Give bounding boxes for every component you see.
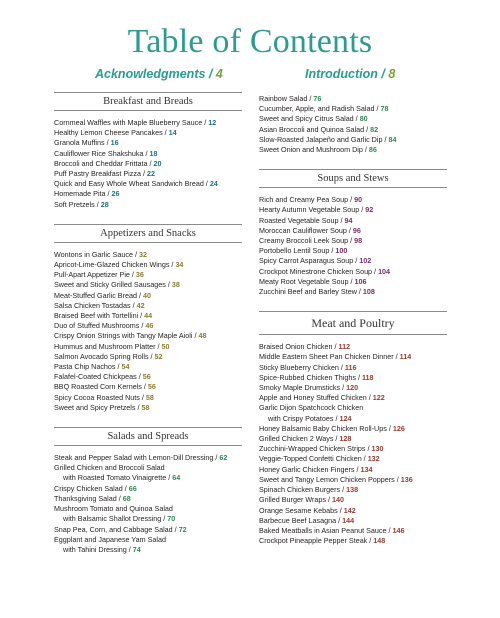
recipe-name: Sweet Onion and Mushroom Dip / xyxy=(259,145,369,155)
toc-entry[interactable] xyxy=(54,118,242,128)
toc-entry[interactable] xyxy=(54,189,242,199)
page-number: 20 xyxy=(153,158,162,168)
recipe-name: Spinach Chicken Burgers / xyxy=(259,485,347,495)
toc-entry[interactable] xyxy=(259,236,447,246)
recipe-name: Pull-Apart Appetizer Pie / xyxy=(54,270,136,280)
recipe-name: Snap Pea, Corn, and Cabbage Salad / xyxy=(54,524,179,534)
toc-entry[interactable] xyxy=(54,525,242,535)
recipe-name: Grilled Chicken and Broccoli Salad xyxy=(54,463,165,473)
section-heading-meat: Meat and Poultry xyxy=(259,311,447,335)
recipe-name: Apple and Honey Stuffed Chicken / xyxy=(259,393,373,403)
recipe-name: Homemade Pita / xyxy=(54,189,112,199)
recipe-name: Rainbow Salad / xyxy=(259,94,314,103)
toc-entry[interactable] xyxy=(259,135,447,145)
recipe-name-continued xyxy=(259,414,447,424)
page-number: 138 xyxy=(346,485,359,495)
toc-entry[interactable] xyxy=(259,465,447,475)
page-number: 114 xyxy=(399,352,412,362)
section-breakfast xyxy=(54,92,242,210)
section-heading-salads: Salads and Spreads xyxy=(54,427,242,446)
toc-entry[interactable] xyxy=(54,280,242,290)
page-number: 102 xyxy=(359,256,372,266)
page-number: 28 xyxy=(100,199,109,209)
recipe-name: Pasta Chip Nachos / xyxy=(54,362,122,372)
recipe-name-continued xyxy=(54,473,242,483)
page-number: 84 xyxy=(388,134,397,144)
toc-entry[interactable] xyxy=(259,256,447,266)
recipe-name: Quick and Easy Whole Wheat Sandwich Bread / xyxy=(54,179,210,189)
toc-entry[interactable] xyxy=(54,352,242,362)
page-number: 80 xyxy=(359,114,368,124)
toc-entry[interactable] xyxy=(54,270,242,280)
toc-entry[interactable] xyxy=(259,246,447,256)
toc-entry[interactable] xyxy=(259,495,447,505)
toc-entry[interactable] xyxy=(54,260,242,270)
entries-soups xyxy=(259,195,447,297)
page-number: 126 xyxy=(392,423,405,433)
toc-entry[interactable] xyxy=(259,516,447,526)
recipe-name: Sweet and Spicy Pretzels / xyxy=(54,402,142,412)
toc-entry[interactable] xyxy=(259,125,447,135)
section-heading-breakfast: Breakfast and Breads xyxy=(54,92,242,111)
recipe-name: Honey Balsamic Baby Chicken Roll-Ups / xyxy=(259,423,393,433)
toc-entry[interactable] xyxy=(259,506,447,516)
toc-entry[interactable] xyxy=(259,352,447,362)
page-number: 22 xyxy=(146,169,155,179)
section-soups xyxy=(259,169,447,297)
recipe-name: Falafel-Coated Chickpeas / xyxy=(54,372,143,382)
page-number: 124 xyxy=(339,413,352,423)
page-number: 58 xyxy=(145,392,154,402)
acknowledgments-link[interactable] xyxy=(95,66,223,82)
toc-entry[interactable] xyxy=(259,393,447,403)
page-number: 148 xyxy=(373,536,386,546)
toc-entry[interactable] xyxy=(54,200,242,210)
page-number: 12 xyxy=(208,118,217,127)
toc-entry[interactable] xyxy=(54,169,242,179)
toc-entry[interactable] xyxy=(259,485,447,495)
page-number: 142 xyxy=(343,505,356,515)
recipe-name-continued xyxy=(54,514,242,524)
toc-entry[interactable] xyxy=(259,363,447,373)
toc-entry[interactable] xyxy=(259,104,447,114)
recipe-name: Steak and Pepper Salad with Lemon-Dill Dressing / xyxy=(54,453,220,463)
recipe-name: Mushroom Tomato and Quinoa Salad xyxy=(54,504,173,514)
recipe-name: Garlic Dijon Spatchcock Chicken xyxy=(259,403,364,413)
recipe-name: Granola Muffins / xyxy=(54,138,111,148)
toc-entry[interactable] xyxy=(259,454,447,464)
recipe-name: Cornmeal Waffles with Maple Blueberry Sauce / xyxy=(54,118,209,127)
recipe-name: Soft Pretzels / xyxy=(54,199,101,209)
recipe-name: Grilled Chicken 2 Ways / xyxy=(259,434,340,444)
toc-entry[interactable] xyxy=(259,114,447,124)
recipe-name: Barbecue Beef Lasagna / xyxy=(259,515,343,525)
page-number: 92 xyxy=(365,205,374,215)
toc-entry[interactable] xyxy=(259,195,447,205)
page-number: 70 xyxy=(167,514,176,524)
recipe-name: Crispy Chicken Salad / xyxy=(54,483,129,493)
toc-entry[interactable] xyxy=(259,226,447,236)
toc-entry[interactable] xyxy=(259,434,447,444)
page-number: 86 xyxy=(368,145,377,155)
entries-breakfast xyxy=(54,118,242,210)
page-number: 56 xyxy=(142,372,151,382)
recipe-name: Braised Onion Chicken / xyxy=(259,342,339,352)
recipe-name: Braised Beef with Tortellini / xyxy=(54,311,145,321)
toc-entry[interactable] xyxy=(54,494,242,504)
recipe-name: Sweet and Spicy Citrus Salad / xyxy=(259,114,360,124)
page-number: 18 xyxy=(149,148,158,158)
acknowledgments-label: Acknowledgments / xyxy=(95,67,216,81)
recipe-name: Moroccan Cauliflower Soup / xyxy=(259,225,353,235)
toc-entry[interactable] xyxy=(259,403,447,423)
entries-salads xyxy=(54,453,242,555)
recipe-name-continued xyxy=(54,545,242,555)
page-number: 14 xyxy=(168,128,177,138)
page-number: 90 xyxy=(354,195,363,205)
recipe-name: Middle Eastern Sheet Pan Chicken Dinner / xyxy=(259,352,400,362)
right-column xyxy=(259,92,447,560)
recipe-name-continued-text: with Balsamic Shallot Dressing / xyxy=(63,514,168,524)
page-number: 78 xyxy=(380,104,389,114)
page-number: 112 xyxy=(338,342,351,352)
page-number: 74 xyxy=(132,544,141,554)
toc-entry[interactable] xyxy=(259,216,447,226)
section-salads xyxy=(54,427,242,555)
page-number: 120 xyxy=(346,383,359,393)
recipe-name: Baked Meatballs in Asian Peanut Sauce / xyxy=(259,525,393,535)
section-heading-appetizers: Appetizers and Snacks xyxy=(54,224,242,243)
toc-entry[interactable] xyxy=(54,453,242,463)
page-number: 36 xyxy=(135,270,144,280)
toc-entry[interactable] xyxy=(54,504,242,524)
recipe-name: Sweet and Tangy Lemon Chicken Poppers / xyxy=(259,474,401,484)
recipe-name: Crockpot Minestrone Chicken Soup / xyxy=(259,266,379,276)
recipe-name: Salsa Chicken Tostadas / xyxy=(54,300,137,310)
page-number: 34 xyxy=(175,260,184,270)
toc-entry[interactable] xyxy=(54,342,242,352)
recipe-name: Thanksgiving Salad / xyxy=(54,493,123,503)
toc-entry[interactable] xyxy=(259,424,447,434)
toc-entry[interactable] xyxy=(259,94,447,104)
recipe-name-continued-text: with Crispy Potatoes / xyxy=(268,413,340,423)
toc-entry[interactable] xyxy=(54,301,242,311)
page-number: 64 xyxy=(172,473,181,483)
page-number: 38 xyxy=(171,280,180,290)
page-number: 118 xyxy=(361,372,374,382)
toc-entry[interactable] xyxy=(54,403,242,413)
recipe-name: Sticky Blueberry Chicken / xyxy=(259,362,345,372)
page-number: 66 xyxy=(128,483,137,493)
recipe-name: Spice-Rubbed Chicken Thighs / xyxy=(259,372,362,382)
page-number: 32 xyxy=(138,249,147,259)
entries-salads-continued xyxy=(259,94,447,155)
toc-entry[interactable] xyxy=(259,145,447,155)
page-number: 54 xyxy=(121,362,130,372)
toc-entry[interactable] xyxy=(54,159,242,169)
page-number: 82 xyxy=(370,124,379,134)
recipe-name: Cucumber, Apple, and Radish Salad / xyxy=(259,104,381,114)
page-number: 50 xyxy=(161,341,170,351)
toc-entry[interactable] xyxy=(259,373,447,383)
page-number: 104 xyxy=(378,266,391,276)
toc-entry[interactable] xyxy=(259,526,447,536)
introduction-label: Introduction / xyxy=(305,67,389,81)
recipe-name: Apricot-Lime-Glazed Chicken Wings / xyxy=(54,260,176,270)
left-column xyxy=(54,92,242,569)
page-number: 24 xyxy=(209,179,218,189)
page-number: 62 xyxy=(219,453,228,463)
recipe-name: Portobello Lentil Soup / xyxy=(259,246,336,256)
entries-appetizers xyxy=(54,250,242,413)
recipe-name: Honey Garlic Chicken Fingers / xyxy=(259,464,361,474)
page-number: 56 xyxy=(147,382,156,392)
toc-entry[interactable] xyxy=(54,362,242,372)
recipe-name: Smoky Maple Drumsticks / xyxy=(259,383,347,393)
recipe-name: Duo of Stuffed Mushrooms / xyxy=(54,321,146,331)
recipe-name: Zucchini Beef and Barley Stew / xyxy=(259,287,363,297)
page-number: 44 xyxy=(144,311,153,321)
page-number: 106 xyxy=(354,276,367,286)
page-number: 26 xyxy=(111,189,120,199)
page-number: 140 xyxy=(331,495,344,505)
recipe-name: Puff Pastry Breakfast Pizza / xyxy=(54,169,147,179)
section-appetizers xyxy=(54,224,242,413)
toc-entry[interactable] xyxy=(54,250,242,260)
toc-entry[interactable] xyxy=(54,331,242,341)
page-number: 68 xyxy=(122,493,131,503)
page-number: 134 xyxy=(360,464,373,474)
recipe-name: BBQ Roasted Corn Kernels / xyxy=(54,382,148,392)
toc-entry[interactable] xyxy=(54,291,242,301)
toc-entry[interactable] xyxy=(259,287,447,297)
page-number: 40 xyxy=(142,290,151,300)
section-heading-soups: Soups and Stews xyxy=(259,169,447,188)
recipe-name: Asian Broccoli and Quinoa Salad / xyxy=(259,124,371,134)
page-number: 96 xyxy=(352,225,361,235)
recipe-name: Salmon Avocado Spring Rolls / xyxy=(54,351,155,361)
toc-entry[interactable] xyxy=(259,444,447,454)
recipe-name: Creamy Broccoli Leek Soup / xyxy=(259,236,355,246)
toc-entry[interactable] xyxy=(259,277,447,287)
toc-entry[interactable] xyxy=(54,382,242,392)
page-number: 116 xyxy=(344,362,357,372)
recipe-name: Meaty Root Vegetable Soup / xyxy=(259,276,355,286)
page-number: 16 xyxy=(110,138,119,148)
recipe-name: Crockpot Pineapple Pepper Steak / xyxy=(259,536,374,546)
toc-entry[interactable] xyxy=(54,311,242,321)
page-number: 46 xyxy=(145,321,154,331)
page-number: 132 xyxy=(367,454,380,464)
acknowledgments-page: 4 xyxy=(215,67,223,81)
page-number: 136 xyxy=(400,474,413,484)
page-number: 48 xyxy=(198,331,207,341)
toc-entry[interactable] xyxy=(259,205,447,215)
recipe-name: Broccoli and Cheddar Frittata / xyxy=(54,158,154,168)
section-meat xyxy=(259,311,447,546)
toc-entry[interactable] xyxy=(54,484,242,494)
page-number: 144 xyxy=(342,515,355,525)
section-salads-continued xyxy=(259,94,447,155)
page-number: 76 xyxy=(313,94,322,103)
toc-entry[interactable] xyxy=(54,393,242,403)
page-number: 100 xyxy=(335,246,348,256)
page-number: 128 xyxy=(339,434,352,444)
recipe-name: Healthy Lemon Cheese Pancakes / xyxy=(54,128,169,138)
toc-entry[interactable] xyxy=(259,267,447,277)
toc-entry[interactable] xyxy=(54,179,242,189)
toc-entry[interactable] xyxy=(54,149,242,159)
page-number: 52 xyxy=(154,351,163,361)
recipe-name: Roasted Vegetable Soup / xyxy=(259,215,345,225)
introduction-link[interactable] xyxy=(305,66,395,82)
recipe-name: Grilled Burger Wraps / xyxy=(259,495,332,505)
recipe-name: Hearty Autumn Vegetable Soup / xyxy=(259,205,366,215)
toc-entry[interactable] xyxy=(54,321,242,331)
recipe-name: Crispy Onion Strings with Tangy Maple Aioli / xyxy=(54,331,199,341)
recipe-name: Orange Sesame Kebabs / xyxy=(259,505,344,515)
recipe-name: Wontons in Garlic Sauce / xyxy=(54,249,139,259)
recipe-name: Rich and Creamy Pea Soup / xyxy=(259,195,355,205)
toc-entry[interactable] xyxy=(54,138,242,148)
toc-entry[interactable] xyxy=(259,475,447,485)
page-number: 72 xyxy=(178,524,187,534)
page-number: 94 xyxy=(344,215,353,225)
page-number: 42 xyxy=(136,300,145,310)
recipe-name-continued-text: with Tahini Dressing / xyxy=(63,544,133,554)
recipe-name: Sweet and Sticky Grilled Sausages / xyxy=(54,280,172,290)
page-number: 130 xyxy=(371,444,384,454)
recipe-name: Hummus and Mushroom Platter / xyxy=(54,341,162,351)
page-number: 58 xyxy=(141,402,150,412)
page-number: 146 xyxy=(392,525,405,535)
toc-entry[interactable] xyxy=(259,536,447,546)
recipe-name: Veggie-Topped Confetti Chicken / xyxy=(259,454,368,464)
entries-meat xyxy=(259,342,447,546)
toc-entry[interactable] xyxy=(54,372,242,382)
recipe-name: Spicy Carrot Asparagus Soup / xyxy=(259,256,360,266)
toc-entry[interactable] xyxy=(54,128,242,138)
toc-entry[interactable] xyxy=(54,535,242,555)
page-number: 108 xyxy=(362,287,375,297)
recipe-name: Cauliflower Rice Shakshuka / xyxy=(54,148,150,158)
page-number: 122 xyxy=(372,393,385,403)
recipe-name: Meat-Stuffed Garlic Bread / xyxy=(54,290,143,300)
toc-entry[interactable] xyxy=(259,342,447,352)
recipe-name: Slow-Roasted Jalapeño and Garlic Dip / xyxy=(259,134,389,144)
introduction-page: 8 xyxy=(388,67,396,81)
recipe-name: Spicy Cocoa Roasted Nuts / xyxy=(54,392,146,402)
toc-entry[interactable] xyxy=(54,463,242,483)
page-title: Table of Contents xyxy=(127,23,373,60)
recipe-name: Zucchini-Wrapped Chicken Strips / xyxy=(259,444,372,454)
toc-entry[interactable] xyxy=(259,383,447,393)
page-number: 98 xyxy=(354,236,363,246)
recipe-name: Eggplant and Japanese Yam Salad xyxy=(54,534,167,544)
recipe-name-continued-text: with Roasted Tomato Vinaigrette / xyxy=(63,473,173,483)
